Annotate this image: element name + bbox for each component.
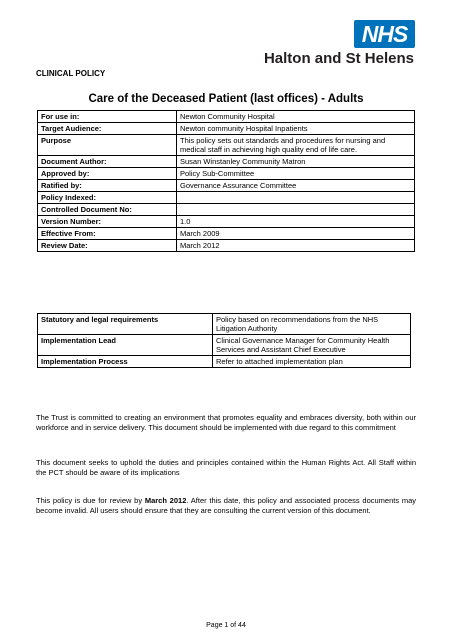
- row-label: Document Author:: [38, 156, 177, 168]
- table-row: [38, 216, 415, 228]
- organisation-name: Halton and St Helens: [263, 50, 414, 67]
- row-label: Version Number:: [38, 216, 177, 228]
- table-row: [38, 335, 411, 356]
- row-value: Newton Community Hospital: [177, 111, 415, 123]
- row-label: Effective From:: [38, 228, 177, 240]
- row-value: Clinical Governance Manager for Community Health Services and Assistant Chief Executive: [213, 335, 411, 356]
- row-value: Governance Assurance Committee: [177, 180, 415, 192]
- implementation-table: [37, 313, 411, 368]
- row-label: Implementation Lead: [38, 335, 213, 356]
- review-text-end: . After this date, this policy and associated process documents may become invalid. All users should ensure that they are consulting the current version of this document.: [36, 495, 417, 515]
- row-value: Susan Winstanley Community Matron: [177, 156, 415, 168]
- row-label: Statutory and legal requirements: [38, 314, 213, 335]
- row-value: Newton community Hospital Inpatients: [177, 123, 415, 135]
- nhs-logo: [354, 20, 415, 48]
- row-label: Review Date:: [38, 240, 177, 252]
- policy-details-table: [37, 110, 415, 252]
- table-row: [38, 240, 415, 252]
- table-row: [38, 192, 415, 204]
- table-row: [38, 228, 415, 240]
- row-label: Implementation Process: [38, 356, 213, 368]
- table-row: [38, 168, 415, 180]
- row-value: March 2012: [177, 240, 415, 252]
- review-date-emphasis: March 2012: [144, 495, 187, 505]
- row-value: [177, 192, 415, 204]
- equality-statement: The Trust is committed to creating an environment that promotes equality and embraces diversity, both within our workforce and in service delivery. This document should be implemented with due regard to this commitment: [36, 412, 416, 432]
- row-label: Ratified by:: [38, 180, 177, 192]
- document-classification: CLINICAL POLICY: [36, 69, 106, 78]
- table-row: [38, 314, 411, 335]
- page-number: Page 1 of 44: [206, 622, 246, 629]
- table-row: [38, 356, 411, 368]
- row-label: Target Audience:: [38, 123, 177, 135]
- row-value: Refer to attached implementation plan: [213, 356, 411, 368]
- row-value: Policy Sub-Committee: [177, 168, 415, 180]
- row-value: 1.0: [177, 216, 415, 228]
- table-row: [38, 204, 415, 216]
- row-value: [177, 204, 415, 216]
- row-value: March 2009: [177, 228, 415, 240]
- row-label: Policy Indexed:: [38, 192, 177, 204]
- nhs-logo-text: NHS: [361, 21, 408, 47]
- human-rights-statement: This document seeks to uphold the duties and principles contained within the Human Rights Act. All Staff within the PCT should be aware of its implications: [36, 457, 416, 477]
- row-label: Purpose: [38, 135, 177, 156]
- row-label: For use in:: [38, 111, 177, 123]
- row-value: This policy sets out standards and procedures for nursing and medical staff in achieving high quality end of life care.: [177, 135, 415, 156]
- review-statement: [36, 496, 416, 517]
- table-row: [38, 180, 415, 192]
- row-label: Approved by:: [38, 168, 177, 180]
- review-text-start: This policy is due for review by: [36, 495, 145, 505]
- row-label: Controlled Document No:: [38, 204, 177, 216]
- table-row: [38, 156, 415, 168]
- row-value: Policy based on recommendations from the NHS Litigation Authority: [213, 314, 411, 335]
- table-row: [38, 123, 415, 135]
- table-row: [38, 135, 415, 156]
- document-title: Care of the Deceased Patient (last offices) - Adults: [88, 93, 364, 105]
- table-row: [38, 111, 415, 123]
